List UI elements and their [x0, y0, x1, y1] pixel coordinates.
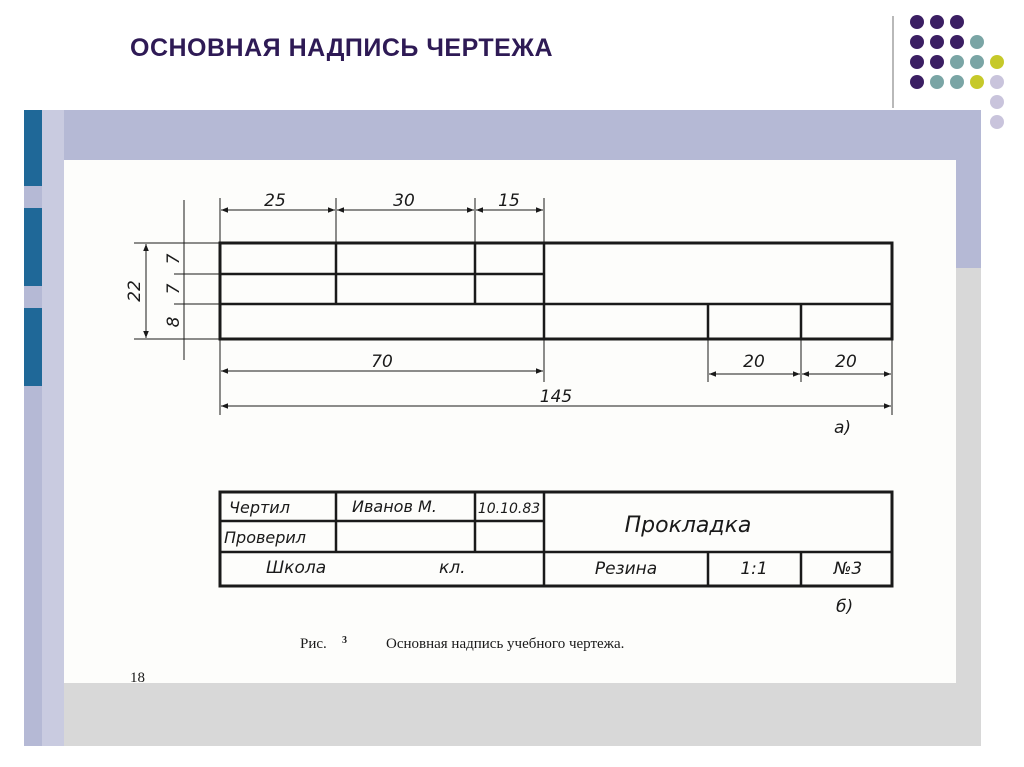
scanned-drawing-page — [64, 160, 956, 683]
decorative-dot — [910, 15, 924, 29]
slide-title: ОСНОВНАЯ НАДПИСЬ ЧЕРТЕЖА — [130, 34, 554, 62]
dim-8: 8 — [164, 316, 184, 328]
accent-bar — [24, 110, 42, 186]
title-divider — [892, 16, 894, 108]
decorative-dot — [970, 75, 984, 89]
dim-25: 25 — [264, 191, 286, 211]
scale: 1:1 — [740, 559, 768, 579]
dim-20-right: 20 — [835, 352, 857, 372]
decorative-dot — [990, 95, 1004, 109]
decorative-dot — [910, 35, 924, 49]
decorative-dot — [990, 55, 1004, 69]
part-name: Прокладка — [624, 513, 752, 538]
decorative-dot — [930, 55, 944, 69]
page-number: 18 — [130, 670, 145, 683]
class-label: кл. — [439, 558, 466, 578]
dim-30: 30 — [393, 191, 415, 211]
picture-frame-right — [956, 268, 981, 746]
picture-frame-left-inner — [42, 110, 64, 746]
decorative-dot — [990, 115, 1004, 129]
decorative-dot — [970, 55, 984, 69]
figure-b-label: б) — [836, 597, 854, 617]
dim-7-top: 7 — [164, 253, 184, 265]
drawing-number: №3 — [833, 559, 863, 579]
figure-a-label: а) — [834, 418, 852, 438]
decorative-dot — [950, 75, 964, 89]
caption-text: Основная надпись учебного чертежа. — [386, 636, 625, 652]
decorative-dot — [910, 55, 924, 69]
dim-22: 22 — [125, 280, 145, 302]
dim-20-left: 20 — [743, 352, 765, 372]
caption-prefix: Рис. — [300, 636, 327, 652]
dim-15: 15 — [498, 191, 520, 211]
accent-bar — [24, 308, 42, 386]
picture-frame-bottom — [64, 683, 981, 746]
left-accent-bars — [24, 110, 42, 390]
dim-145: 145 — [539, 387, 573, 407]
checked-label: Проверил — [224, 528, 307, 547]
decorative-dot — [950, 35, 964, 49]
decorative-dot — [950, 55, 964, 69]
decorative-dot — [950, 15, 964, 29]
decorative-dot — [930, 35, 944, 49]
decorative-dot — [970, 35, 984, 49]
decorative-dot — [990, 75, 1004, 89]
decorative-dot — [930, 15, 944, 29]
school-label: Школа — [266, 558, 327, 578]
caption-number: 3 — [342, 635, 347, 646]
figure-a — [134, 198, 892, 415]
decorative-dot — [910, 75, 924, 89]
title-block-outline — [220, 243, 892, 339]
title-block-drawing — [64, 160, 956, 683]
drew-name: Иванов М. — [352, 497, 437, 516]
accent-bar — [24, 208, 42, 286]
material: Резина — [594, 559, 658, 579]
decorative-dot — [930, 75, 944, 89]
dim-7-middle: 7 — [164, 283, 184, 295]
drew-label: Чертил — [229, 498, 290, 517]
dim-70: 70 — [371, 352, 393, 372]
drew-date: 10.10.83 — [477, 501, 541, 517]
